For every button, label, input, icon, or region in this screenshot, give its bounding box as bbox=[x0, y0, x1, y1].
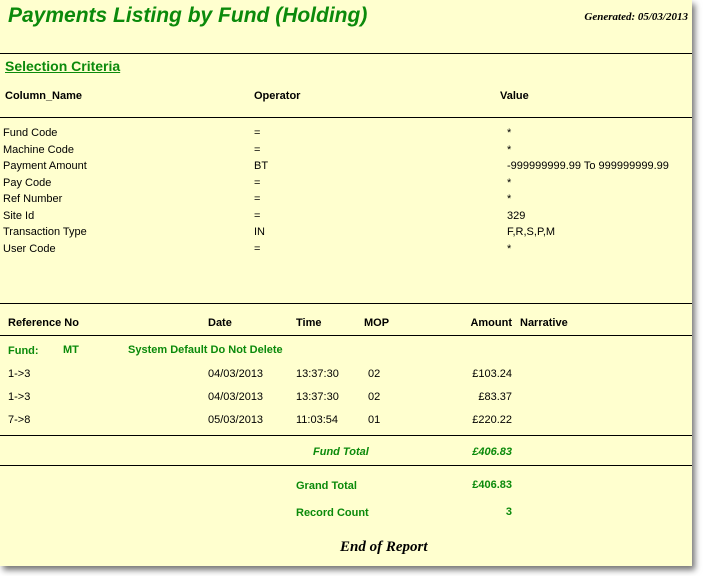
criteria-value: * bbox=[507, 242, 512, 255]
criteria-op: = bbox=[254, 176, 261, 189]
payment-time: 13:37:30 bbox=[296, 368, 339, 380]
payment-time: 13:37:30 bbox=[296, 391, 339, 403]
col-header-value: Value bbox=[500, 90, 529, 102]
criteria-op: IN bbox=[254, 226, 265, 238]
criteria-op: = bbox=[254, 143, 261, 156]
criteria-name: Pay Code bbox=[3, 176, 52, 189]
payment-ref: 7->8 bbox=[8, 414, 31, 426]
col-header-operator: Operator bbox=[254, 90, 301, 102]
grand-total-label: Grand Total bbox=[296, 480, 357, 492]
col-header-reference: Reference No bbox=[8, 317, 79, 329]
divider bbox=[0, 465, 692, 466]
divider bbox=[0, 53, 692, 54]
criteria-name: Payment Amount bbox=[3, 160, 87, 172]
fund-label: Fund: bbox=[8, 345, 39, 357]
col-header-amount: Amount bbox=[470, 317, 512, 329]
col-header-time: Time bbox=[296, 317, 322, 329]
fund-name: System Default Do Not Delete bbox=[128, 344, 283, 356]
divider bbox=[0, 117, 692, 118]
divider bbox=[0, 435, 692, 436]
criteria-name: Ref Number bbox=[3, 193, 63, 205]
criteria-op: = bbox=[254, 193, 261, 205]
col-header-narrative: Narrative bbox=[520, 317, 568, 329]
payment-date: 04/03/2013 bbox=[208, 368, 264, 380]
fund-total-value: £406.83 bbox=[472, 446, 512, 458]
payment-amount: £220.22 bbox=[472, 414, 512, 426]
criteria-value: * bbox=[507, 127, 512, 139]
criteria-name: Transaction Type bbox=[3, 226, 87, 238]
payment-mop: 02 bbox=[368, 391, 381, 403]
criteria-value: F,R,S,P,M bbox=[507, 226, 556, 238]
col-header-date: Date bbox=[208, 317, 232, 329]
criteria-op: = bbox=[254, 127, 261, 139]
divider bbox=[0, 335, 692, 336]
payment-ref: 1->3 bbox=[8, 368, 31, 380]
criteria-name: Site Id bbox=[3, 209, 35, 222]
criteria-value: 329 bbox=[507, 209, 526, 222]
criteria-op: BT bbox=[254, 160, 269, 172]
selection-criteria-heading: Selection Criteria bbox=[5, 58, 121, 74]
record-count-value: 3 bbox=[505, 506, 512, 518]
fund-code: MT bbox=[63, 344, 79, 356]
divider bbox=[0, 303, 692, 304]
criteria-name: User Code bbox=[3, 242, 56, 255]
payment-date: 05/03/2013 bbox=[208, 414, 264, 426]
criteria-op: = bbox=[254, 209, 261, 222]
payment-mop: 01 bbox=[368, 414, 381, 426]
criteria-value: * bbox=[507, 176, 512, 189]
criteria-op: = bbox=[254, 242, 261, 255]
payment-amount: £83.37 bbox=[478, 391, 512, 403]
criteria-value: * bbox=[507, 143, 512, 156]
grand-total-value: £406.83 bbox=[472, 479, 512, 491]
record-count-label: Record Count bbox=[296, 507, 369, 519]
col-header-mop: MOP bbox=[364, 317, 390, 329]
payment-amount: £103.24 bbox=[472, 368, 512, 380]
generated-date: Generated: 05/03/2013 bbox=[584, 11, 688, 23]
payment-time: 11:03:54 bbox=[296, 414, 339, 426]
fund-total-label: Fund Total bbox=[313, 446, 369, 458]
criteria-name: Machine Code bbox=[3, 143, 74, 156]
payment-ref: 1->3 bbox=[8, 391, 31, 403]
criteria-value: -999999999.99 To 999999999.99 bbox=[507, 160, 669, 172]
criteria-name: Fund Code bbox=[3, 127, 58, 139]
report-title: Payments Listing by Fund (Holding) bbox=[8, 4, 368, 27]
col-header-column-name: Column_Name bbox=[5, 90, 83, 102]
payment-date: 04/03/2013 bbox=[208, 391, 264, 403]
payment-mop: 02 bbox=[368, 368, 381, 380]
criteria-value: * bbox=[507, 193, 512, 205]
end-of-report: End of Report bbox=[340, 539, 428, 555]
